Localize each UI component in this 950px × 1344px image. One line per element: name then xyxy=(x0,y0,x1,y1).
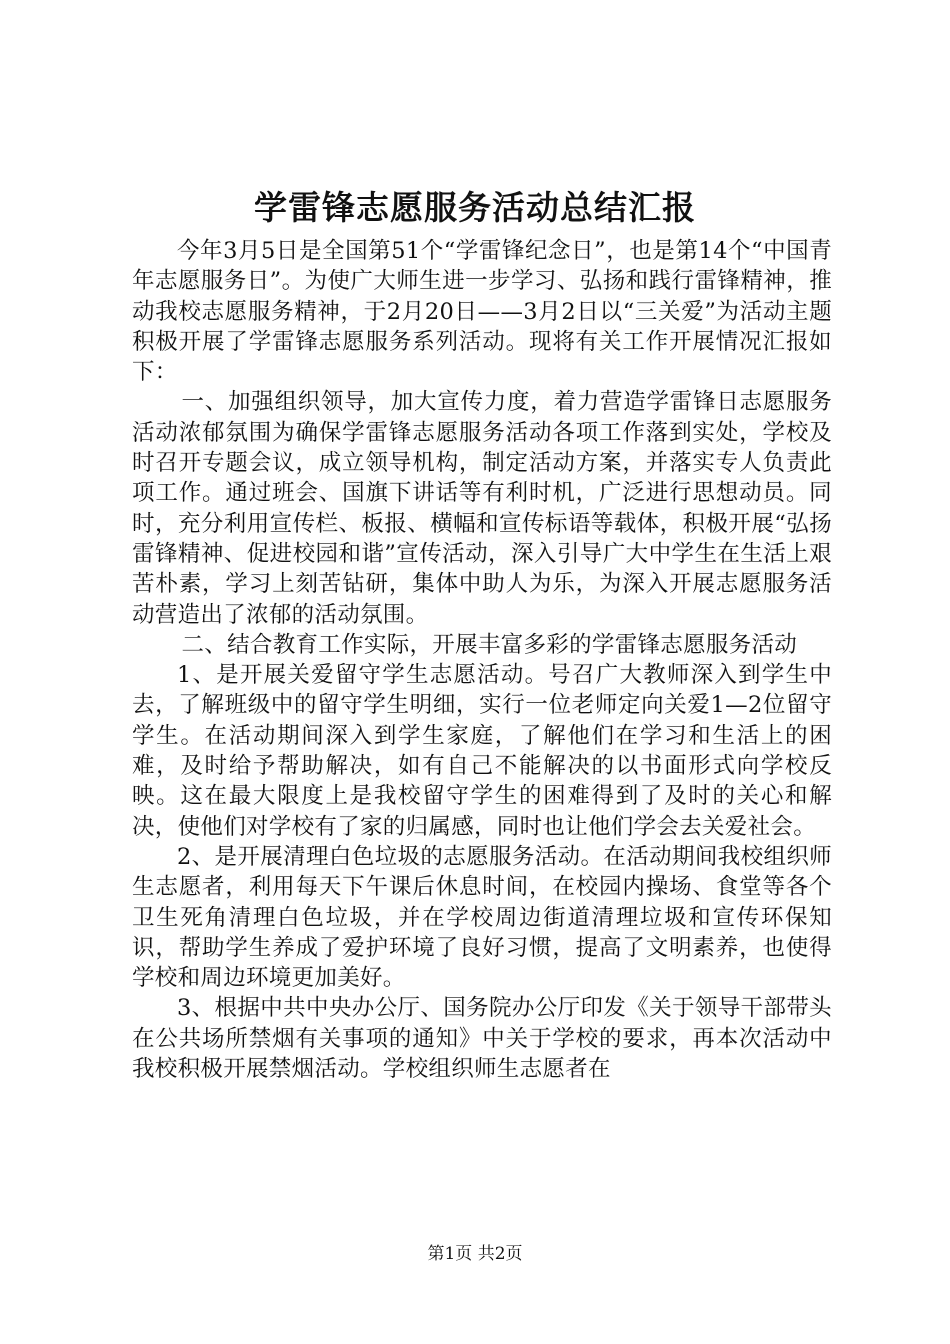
paragraph-item-3: 3、根据中共中央办公厅、国务院办公厅印发《关于领导干部带头在公共场所禁烟有关事项的通知》中关于学校的要求，再本次活动中我校积极开展禁烟活动。学校组织师生志愿者在 xyxy=(132,995,832,1083)
paragraph-section-2-heading: 二、结合教育工作实际，开展丰富多彩的学雷锋志愿服务活动 xyxy=(181,631,798,658)
document-body xyxy=(132,236,832,1084)
paragraph-intro: 今年3月5日是全国第51个“学雷锋纪念日”，也是第14个“中国青年志愿服务日”。为使广大师生进一步学习、弘扬和践行雷锋精神，推动我校志愿服务精神，于2月20日——3月2日以“三关爱”为活动主题积极开展了学雷锋志愿服务系列活动。现将有关工作开展情况汇报如下： xyxy=(132,238,832,386)
page-footer: 第1页 共2页 xyxy=(427,1244,523,1264)
document-title: 学雷锋志愿服务活动总结汇报 xyxy=(254,188,696,227)
paragraph-item-1: 1、是开展关爱留守学生志愿活动。号召广大教师深入到学生中去，了解班级中的留守学生明细，实行一位老师定向关爱1—2位留守学生。在活动期间深入到学生家庭，了解他们在学习和生活上的困难，及时给予帮助解决，如有自己不能解决的以书面形式向学校反映。这在最大限度上是我校留守学生的困难得到了及时的关心和解决，使他们对学校有了家的归属感，同时也让他们学会去关爱社会。 xyxy=(132,662,832,840)
paragraph-section-1: 一、加强组织领导，加大宣传力度，着力营造学雷锋日志愿服务活动浓郁氛围为确保学雷锋志愿服务活动各项工作落到实处，学校及时召开专题会议，成立领导机构，制定活动方案，并落实专人负责此项工作。通过班会、国旗下讲话等有利时机，广泛进行思想动员。同时，充分利用宣传栏、板报、横幅和宣传标语等载体，积极开展“弘扬雷锋精神、促进校园和谐”宣传活动，深入引导广大中学生在生活上艰苦朴素，学习上刻苦钻研，集体中助人为乐，为深入开展志愿服务活动营造出了浓郁的活动氛围。 xyxy=(132,389,832,628)
paragraph-item-2: 2、是开展清理白色垃圾的志愿服务活动。在活动期间我校组织师生志愿者，利用每天下午课后休息时间，在校园内操场、食堂等各个卫生死角清理白色垃圾，并在学校周边街道清理垃圾和宣传环保知识，帮助学生养成了爱护环境了良好习惯，提高了文明素养，也使得学校和周边环境更加美好。 xyxy=(132,843,832,992)
